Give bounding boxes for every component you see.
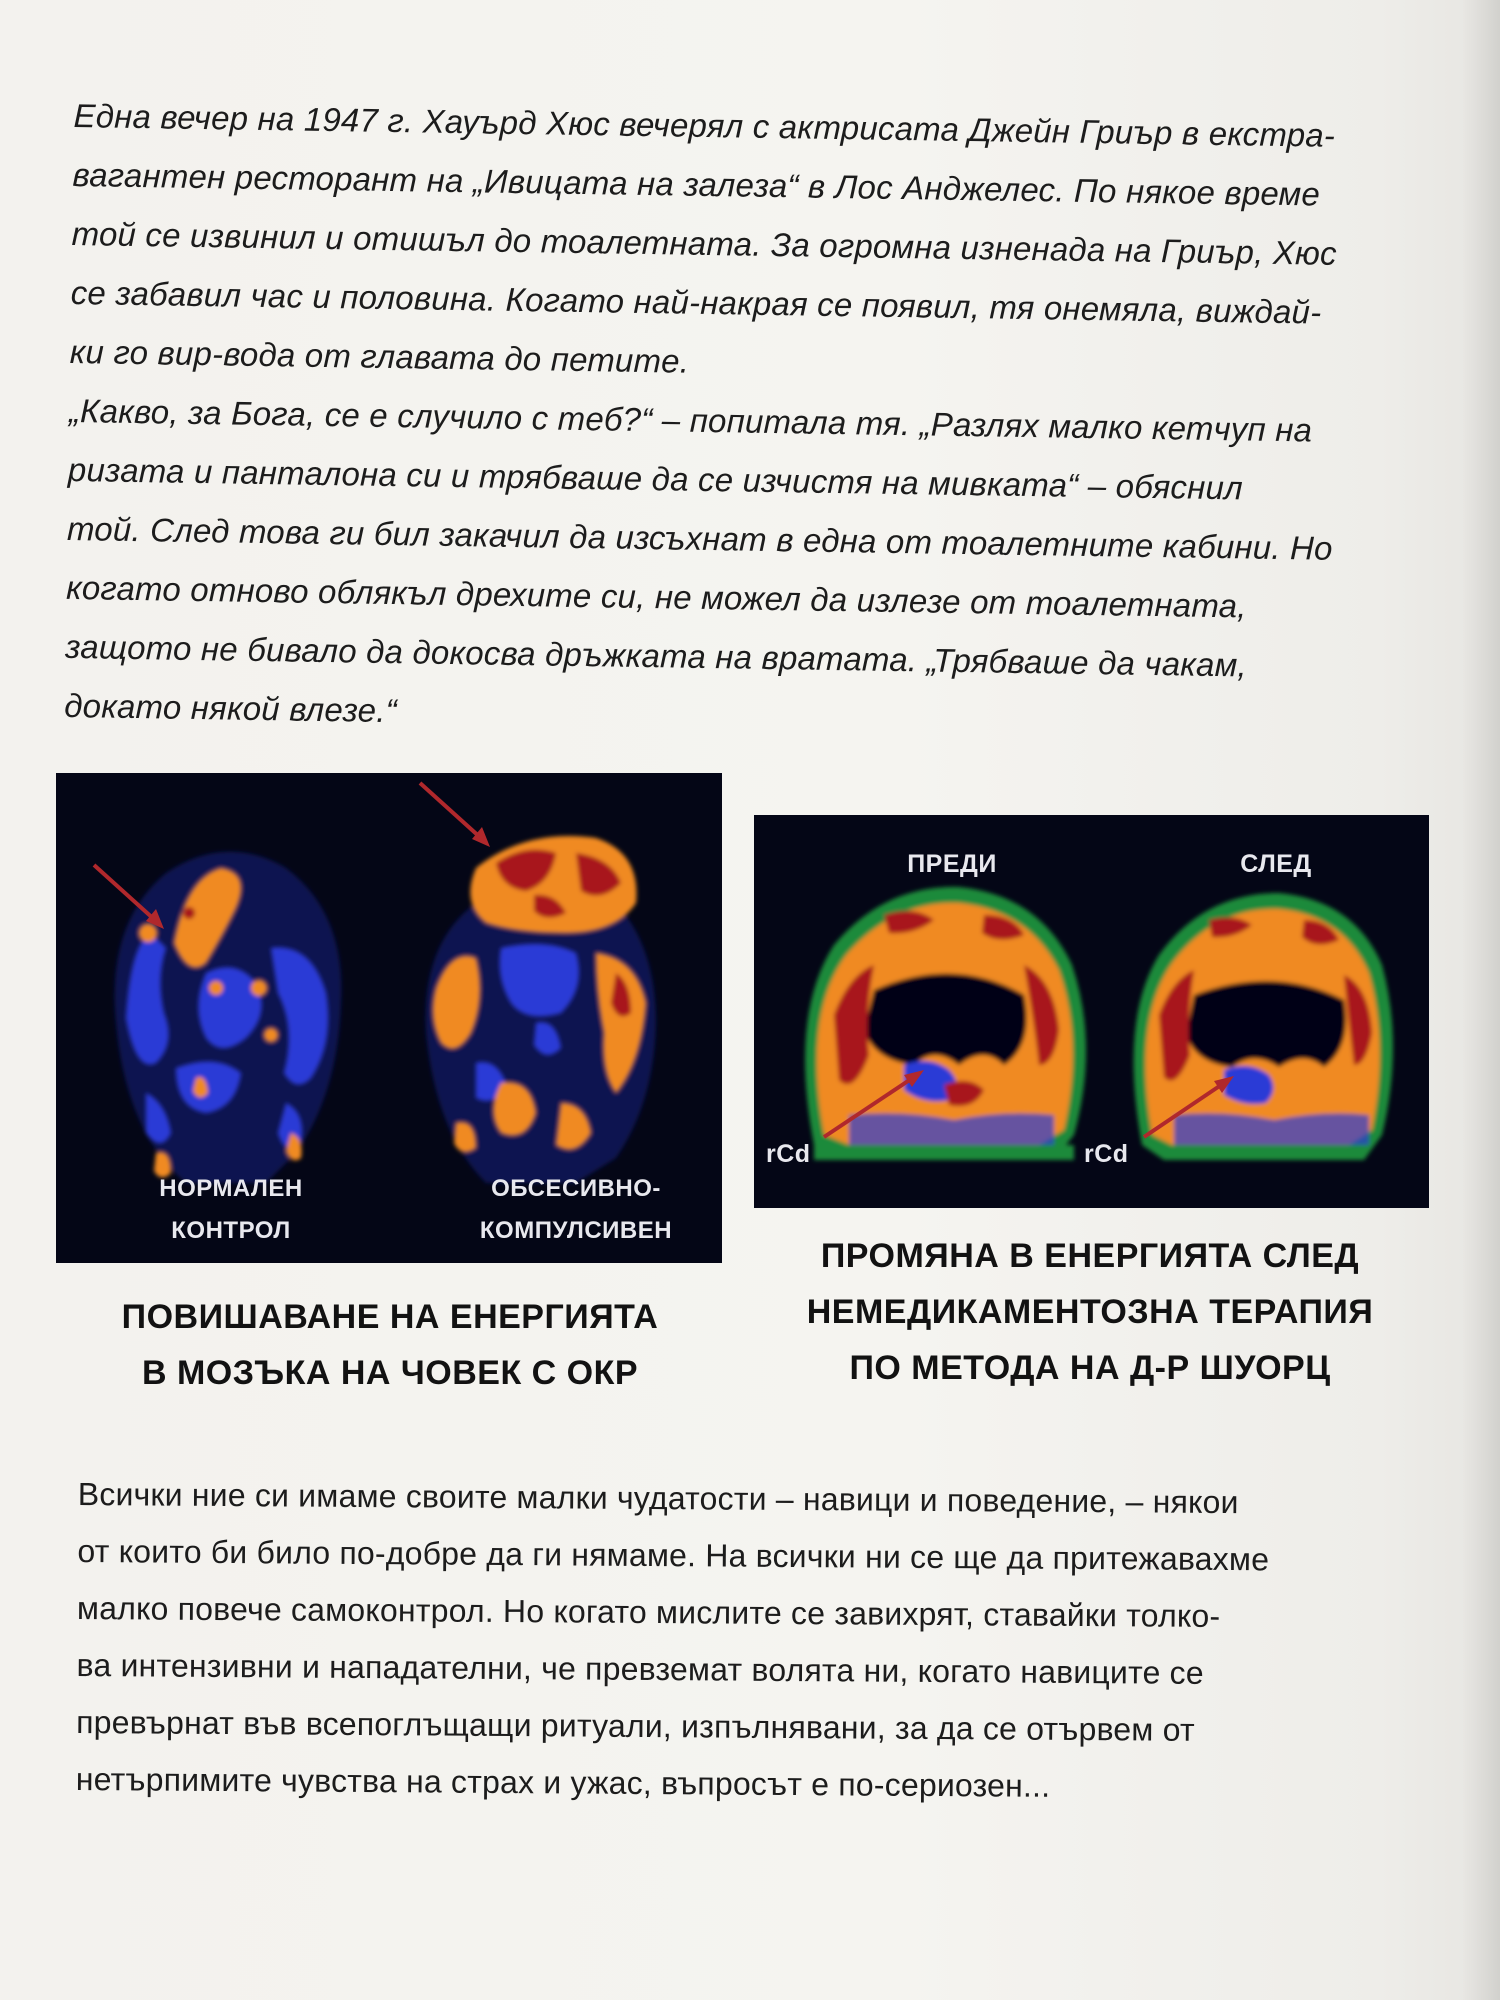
text-line: ризата и панталона си и трябваше да се изчистя на мивката“ – обяснил [67,450,1244,507]
label-line: ОБСЕСИВНО- [491,1175,661,1202]
caption-line: ПО МЕТОДА НА Д-Р ШУОРЦ [849,1349,1331,1387]
label-line: КОМПУЛСИВЕН [479,1217,673,1244]
before-after-scan-figure [754,815,1429,1208]
caption-line: ПРОМЯНА В ЕНЕРГИЯТА СЛЕД [820,1237,1360,1275]
text-line: вагантен ресторант на „Ивицата на залеза“ в Лос Анджелес. По някое време [72,155,1321,213]
text-line: малко повече самоконтрол. Но когато мислите се завихрят, ставайки толко- [76,1589,1221,1634]
text-line: от които би било по-добре да ги нямаме. На всички ни се ще да притежавахме [77,1532,1270,1578]
text-line: докато някой влезе.“ [63,686,398,730]
text-line: „Какво, за Бога, се е случило с теб?“ – попитала тя. „Разлях малко кетчуп на [68,391,1313,449]
text-line: Всички ние си имаме своите малки чудатости – навици и поведение, – някои [77,1475,1239,1521]
text-line: той. След това ги бил закачил да изсъхнат в една от тоалетните кабини. Но [66,509,1333,567]
intro-paragraph [64,86,1340,755]
text-line: нетърпимите чувства на страх и ужас, въпросът е по-сериозен... [75,1760,1051,1804]
text-line: защото не бивало да докосва дръжката на вратата. „Трябваше да чакам, [64,627,1248,684]
book-page-edge-shadow [1462,0,1500,2000]
before-label: ПРЕДИ [907,850,997,878]
text-line: той се извинил и отишъл до тоалетната. За огромна изненада на Гриър, Хюс [71,214,1338,272]
text-line: Една вечер на 1947 г. Хауърд Хюс вечерял с актрисата Джейн Гриър в екстра- [73,96,1336,154]
left-figure-caption [70,1289,710,1401]
text-line: ки го вир-вода от главата до петите. [69,332,690,380]
label-line: КОНТРОЛ [171,1217,291,1244]
normal-control-label [126,1168,336,1252]
after-label: СЛЕД [1240,850,1312,878]
normal-brain-scan [115,852,342,1183]
closing-paragraph [76,1466,1270,1816]
before-brain-scan [805,887,1086,1160]
right-figure-caption [760,1228,1420,1396]
text-line: когато отново облякъл дрехите си, не можел да излезе от тоалетната, [65,568,1247,625]
label-line: НОРМАЛЕН [159,1175,303,1202]
rcd-label: rCd [766,1140,811,1168]
text-line: се забавил час и половина. Когато най-накрая се появил, тя онемяла, виждай- [70,273,1322,331]
rcd-label: rCd [1084,1140,1129,1168]
caption-line: НЕМЕДИКАМЕНТОЗНА ТЕРАПИЯ [806,1293,1374,1331]
ocd-brain-scan [426,836,656,1183]
caption-line: ПОВИШАВАНЕ НА ЕНЕРГИЯТА [121,1298,659,1336]
obsessive-compulsive-label [456,1168,696,1252]
pet-scan-comparison-figure [56,773,722,1263]
arrow-icon [420,783,490,847]
caption-line: В МОЗЪКА НА ЧОВЕК С ОКР [141,1354,639,1392]
text-line: превърнат във всепоглъщащи ритуали, изпълнявани, за да се отървем от [76,1703,1195,1748]
text-line: ва интензивни и нападателни, че превземат волята ни, когато навиците се [76,1646,1204,1691]
